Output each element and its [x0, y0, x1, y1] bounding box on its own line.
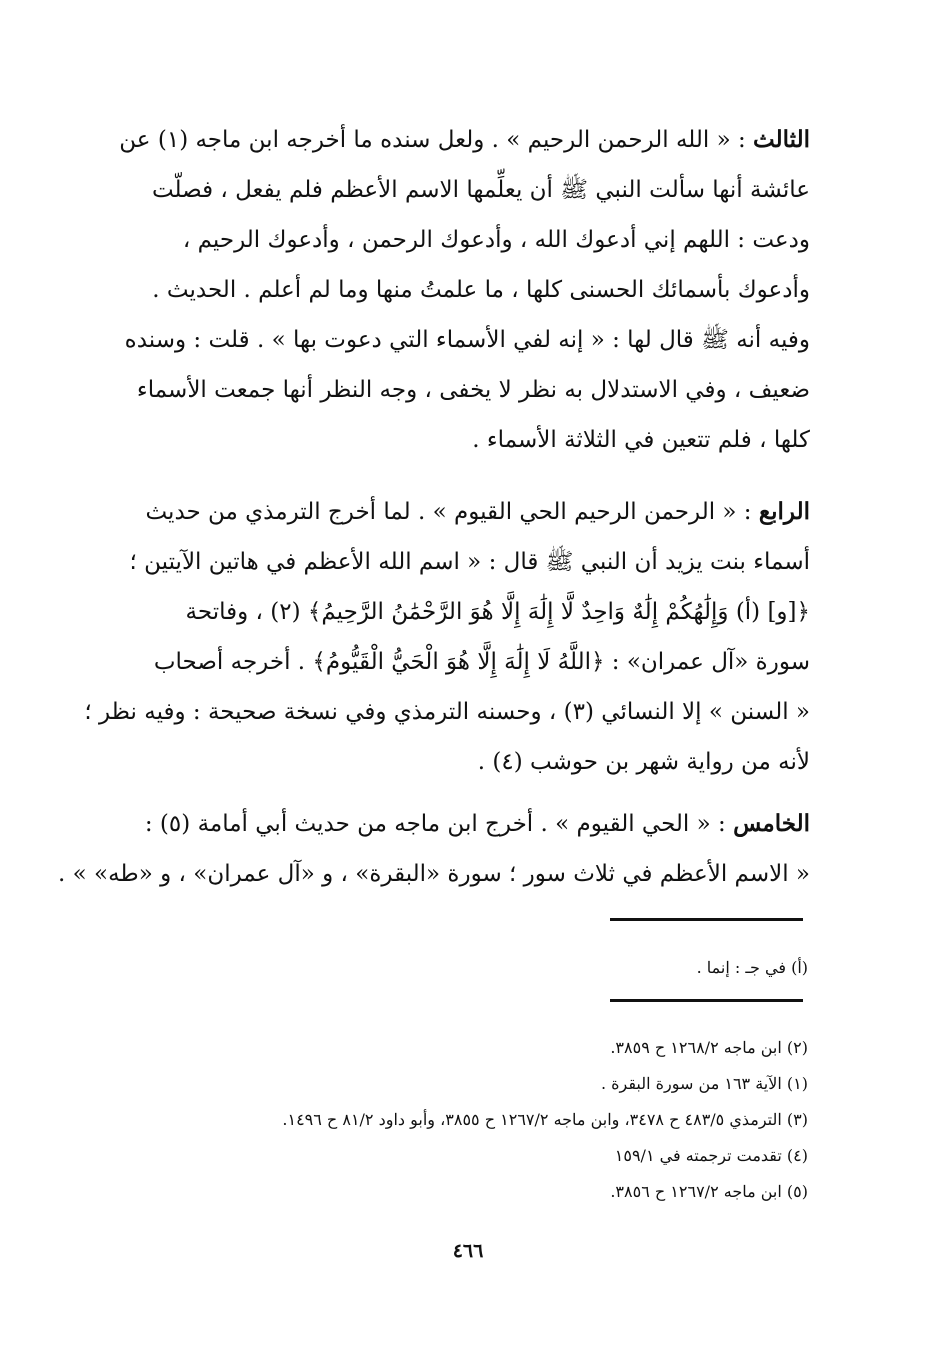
text-line: لأنه من رواية شهر بن حوشب (٤) . — [477, 749, 810, 775]
line-text: : « الحي القيوم » . أخرج ابن ماجه من حديث أبي أمامة (٥) : — [144, 811, 726, 837]
text-line — [130, 799, 810, 849]
quran-verse-line: سورة «آل عمران» : ﴿اللَّهُ لَا إِلَٰهَ إِلَّا هُوَ الْحَيُّ الْقَيُّومُ﴾ . أخرجه أصحاب — [153, 649, 810, 675]
footnote: (٥) ابن ماجه ١٢٦٧/٢ ح ٣٨٥٦. — [610, 1182, 808, 1201]
footnote: (٣) الترمذي ٤٨٣/٥ ح ٣٤٧٨، وابن ماجه ١٢٦٧/٢ ح ٣٨٥٥، وأبو داود ٨١/٢ ح ١٤٩٦. — [282, 1110, 808, 1129]
section-fifth — [58, 799, 810, 899]
section-heading: الرابع — [758, 498, 810, 525]
footnote-divider — [610, 999, 803, 1002]
section-heading: الثالث — [753, 126, 810, 153]
line-text: : « الله الرحمن الرحيم » . ولعل سنده ما أخرجه ابن ماجه (١) عن — [119, 127, 746, 153]
text-line: أسماء بنت يزيد أن النبي ﷺ قال : « اسم الله الأعظم في هاتين الآيتين ؛ — [129, 549, 810, 575]
text-line — [130, 487, 810, 537]
section-third — [119, 115, 810, 465]
text-line: « الاسم الأعظم في ثلاث سور ؛ سورة «البقرة» ، و «آل عمران» ، و «طه» » . — [58, 861, 810, 887]
section-heading: الخامس — [733, 810, 810, 837]
footnote: (٢) ابن ماجه ١٢٦٨/٢ ح ٣٨٥٩. — [610, 1038, 808, 1057]
variant-note-text: (أ) في جـ : إنما . — [696, 958, 808, 977]
footnote: (٤) تقدمت ترجمته في ١٥٩/١ — [614, 1146, 808, 1165]
text-line: « السنن » إلا النسائي (٣) ، وحسنه الترمذي وفي نسخة صحيحة : وفيه نظر ؛ — [84, 699, 810, 725]
page-number: ٤٦٦ — [452, 1240, 484, 1262]
text-line: وأدعوك بأسمائك الحسنى كلها ، ما علمتُ منها وما لم أعلم . الحديث . — [152, 277, 810, 303]
text-line: وفيه أنه ﷺ قال لها : « إنه لفي الأسماء التي دعوت بها » . قلت : وسنده — [124, 327, 810, 353]
text-line: عائشة أنها سألت النبي ﷺ أن يعلِّمها الاسم الأعظم فلم يفعل ، فصلّت — [151, 177, 810, 203]
text-line: كلها ، فلم تتعين في الثلاثة الأسماء . — [472, 427, 810, 453]
quran-verse-line: ﴿[و] (أ) وَإِلَٰهُكُمْ إِلَٰهٌ وَاحِدٌ لَّا إِلَٰهَ إِلَّا هُوَ الرَّحْمَٰنُ الرَّحِيمُ﴾ (٢) ، وفاتحة — [185, 599, 810, 625]
line-text: : « الرحمن الرحيم الحي القيوم » . لما أخرج الترمذي من حديث — [145, 499, 752, 525]
text-line: ضعيف ، وفي الاستدلال به نظر لا يخفى ، وجه النظر أنها جمعت الأسماء — [136, 377, 810, 403]
variant-note — [697, 950, 808, 986]
footnote: (١) الآية ١٦٣ من سورة البقرة . — [600, 1074, 808, 1093]
text-line: ودعت : اللهم إني أدعوك الله ، وأدعوك الرحمن ، وأدعوك الرحيم ، — [182, 227, 810, 253]
footnote-divider — [610, 918, 803, 921]
section-fourth — [84, 487, 810, 787]
text-line — [119, 115, 810, 165]
footnotes — [108, 1030, 808, 1210]
